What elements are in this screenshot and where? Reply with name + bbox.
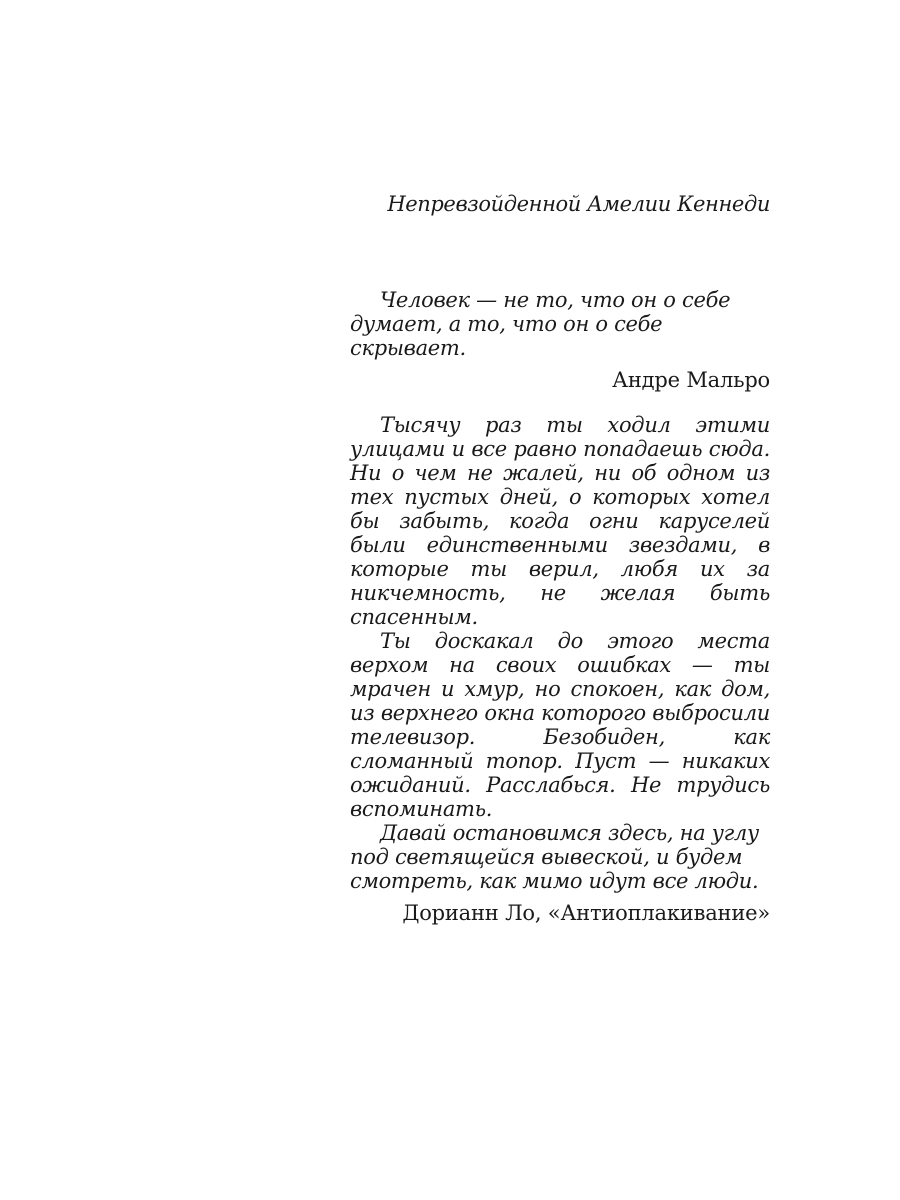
epigraph-malraux-text: Человек — не то, что он о себе думает, а то, что он о себе скрывает.	[350, 288, 731, 360]
epigraph-malraux	[350, 288, 770, 392]
epigraph-lo-paragraph-1: Тысячу раз ты ходил этими улицами и все равно попадаешь сюда. Ни о чем не жалей, ни об одном из тех пустых дней, о которых хотел бы забыть, когда огни каруселей были единственными звездами, в которые ты верил, любя их за никчемность, не желая быть спасенным.	[350, 413, 770, 629]
epigraph-lo-paragraph-2: Ты доскакал до этого места верхом на своих ошибках — ты мрачен и хмур, но спокоен, как дом, из верхнего окна которого выбросили телевизор. Безобиден, как сломанный топор. Пуст — никаких ожиданий. Расслабься. Не трудись вспоминать.	[350, 629, 770, 821]
epigraph-malraux-author: Андре Мальро	[612, 368, 770, 392]
dedication: Непревзойденной Амелии Кеннеди	[387, 192, 770, 216]
epigraph-lo	[350, 413, 770, 925]
epigraph-lo-paragraph-3: Давай остановимся здесь, на углу под светящейся вывеской, и будем смотреть, как мимо идут все люди.	[350, 821, 759, 893]
epigraph-lo-author: Дорианн Ло, «Антиоплакивание»	[402, 901, 770, 925]
